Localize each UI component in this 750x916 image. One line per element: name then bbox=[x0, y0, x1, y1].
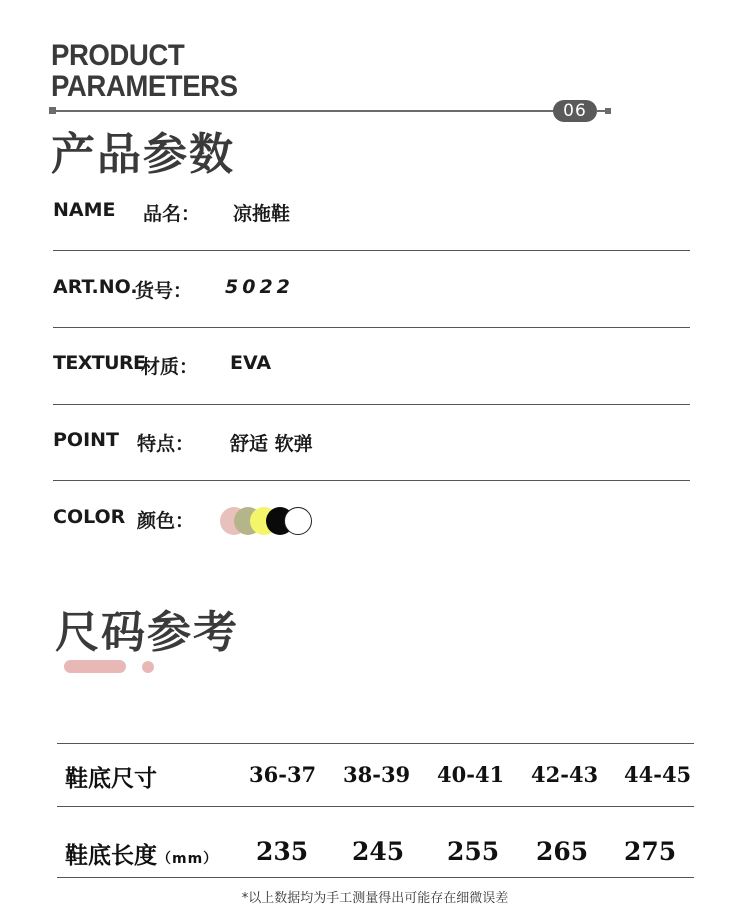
param-label-en: TEXTURE bbox=[53, 352, 146, 374]
row-divider bbox=[53, 404, 690, 405]
decorative-pink-bar bbox=[64, 660, 126, 673]
size-cell: 44-45 bbox=[624, 762, 692, 787]
table-head-length-label: 鞋底长度 bbox=[65, 843, 157, 869]
table-middle-rule bbox=[57, 806, 694, 807]
param-value-name: 凉拖鞋 bbox=[233, 203, 291, 225]
size-section-title: 尺码参考 bbox=[55, 607, 239, 658]
chinese-title: 产品参数 bbox=[51, 129, 235, 180]
measurement-footnote: *以上数据均为手工测量得出可能存在细微误差 bbox=[241, 891, 509, 906]
param-label-en: ART.NO. bbox=[53, 276, 138, 298]
rule-right-square bbox=[605, 108, 611, 114]
param-row-texture bbox=[53, 352, 690, 382]
length-cell: 265 bbox=[536, 837, 589, 866]
title-divider-rule bbox=[51, 110, 556, 112]
param-row-color bbox=[53, 506, 690, 536]
table-head-size: 鞋底尺寸 bbox=[65, 766, 157, 792]
size-cell: 42-43 bbox=[531, 762, 599, 787]
row-divider bbox=[53, 327, 690, 328]
param-row-name bbox=[53, 199, 690, 229]
table-head-length bbox=[65, 837, 218, 870]
length-cell: 235 bbox=[256, 837, 309, 866]
param-row-point bbox=[53, 429, 690, 459]
param-label-cn: 品名： bbox=[143, 203, 201, 225]
color-swatches bbox=[220, 507, 320, 537]
param-label-cn: 特点： bbox=[137, 433, 195, 455]
param-label-en: POINT bbox=[53, 429, 120, 451]
param-label-cn: 货号： bbox=[135, 280, 193, 302]
param-value-art-no: 5022 bbox=[225, 276, 294, 298]
param-label-cn: 材质： bbox=[141, 356, 199, 378]
param-value-point: 舒适 软弹 bbox=[230, 433, 313, 455]
size-cell: 40-41 bbox=[437, 762, 505, 787]
table-bottom-rule bbox=[57, 877, 694, 878]
param-row-art-no bbox=[53, 276, 690, 306]
length-cell: 275 bbox=[624, 837, 677, 866]
color-swatch-white bbox=[284, 507, 312, 535]
param-label-cn: 颜色： bbox=[137, 510, 195, 532]
page-number-badge: 06 bbox=[553, 100, 597, 122]
param-label-en: COLOR bbox=[53, 506, 126, 528]
param-label-en: NAME bbox=[53, 199, 116, 221]
english-title-line1: PRODUCT bbox=[51, 39, 185, 72]
table-head-length-unit: （mm） bbox=[157, 851, 219, 867]
length-cell: 255 bbox=[447, 837, 500, 866]
table-top-rule bbox=[57, 743, 694, 744]
param-value-texture: EVA bbox=[230, 352, 272, 374]
length-cell: 245 bbox=[352, 837, 405, 866]
row-divider bbox=[53, 250, 690, 251]
decorative-pink-dot bbox=[142, 661, 154, 673]
english-title-line2: PARAMETERS bbox=[51, 70, 238, 103]
size-cell: 36-37 bbox=[249, 762, 317, 787]
size-cell: 38-39 bbox=[343, 762, 411, 787]
english-title bbox=[51, 40, 238, 102]
row-divider bbox=[53, 480, 690, 481]
